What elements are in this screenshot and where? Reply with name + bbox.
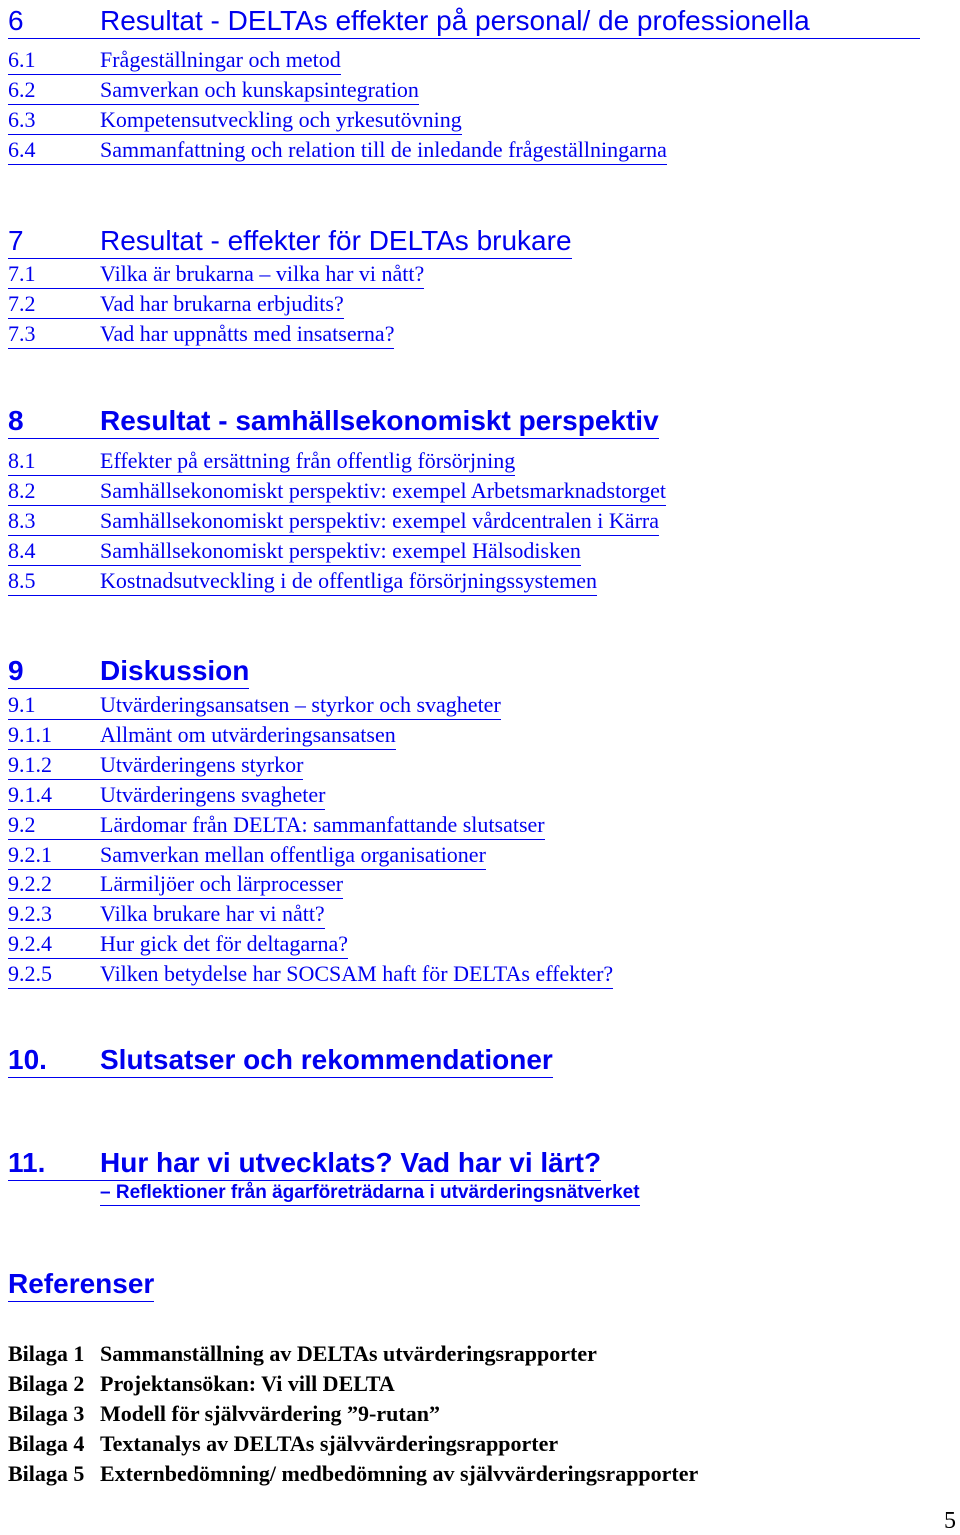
toc-title: Effekter på ersättning från offentlig försörjning xyxy=(100,448,516,473)
toc-number: 6 xyxy=(8,5,24,36)
appendix-item xyxy=(8,1460,940,1488)
toc-title: Vad har uppnåtts med insatserna? xyxy=(100,321,395,346)
appendix-item xyxy=(8,1400,940,1428)
toc-entry-8-4[interactable] xyxy=(8,537,940,566)
toc-title: Diskussion xyxy=(100,655,250,686)
toc-number: 8 xyxy=(8,405,24,436)
toc-title: Utvärderingens svagheter xyxy=(100,782,326,807)
toc-entry-11-note[interactable] xyxy=(100,1181,940,1206)
appendix-label: Bilaga 5 xyxy=(8,1461,85,1486)
toc-entry-6-3[interactable] xyxy=(8,106,940,135)
appendix-item xyxy=(8,1370,940,1398)
toc-entry-8-3[interactable] xyxy=(8,507,940,536)
toc-entry-9-1-1[interactable] xyxy=(8,721,940,750)
toc-title: Vilken betydelse har SOCSAM haft för DELTAs effekter? xyxy=(100,961,614,986)
toc-title: Kostnadsutveckling i de offentliga försörjningssystemen xyxy=(100,568,597,593)
toc-entry-6[interactable] xyxy=(8,4,920,39)
toc-number: 6.2 xyxy=(8,77,36,102)
toc-number: 6.4 xyxy=(8,137,36,162)
toc-entry-8-2[interactable] xyxy=(8,477,940,506)
toc-number: 7.1 xyxy=(8,261,36,286)
toc-title: Sammanfattning och relation till de inledande frågeställningarna xyxy=(100,137,667,162)
toc-number: 9.1.4 xyxy=(8,782,52,807)
toc-title: Resultat - effekter för DELTAs brukare xyxy=(100,225,572,256)
toc-number: 7.2 xyxy=(8,291,36,316)
toc-number: 9.2 xyxy=(8,812,36,837)
appendix-title: Modell för självvärdering ”9-rutan” xyxy=(100,1401,440,1426)
toc-entry-10[interactable] xyxy=(8,1043,940,1078)
toc-entry-9-1[interactable] xyxy=(8,691,940,720)
toc-number: 8.5 xyxy=(8,568,36,593)
toc-title: Utvärderingens styrkor xyxy=(100,752,304,777)
toc-entry-9[interactable] xyxy=(8,654,940,689)
toc-number: 9.2.2 xyxy=(8,871,52,896)
toc-entry-6-4[interactable] xyxy=(8,136,940,165)
toc-entry-6-2[interactable] xyxy=(8,76,940,105)
toc-number: 9.1.1 xyxy=(8,722,52,747)
toc-number: 8.1 xyxy=(8,448,36,473)
toc-number: 10. xyxy=(8,1044,47,1075)
toc-entry-8-5[interactable] xyxy=(8,567,940,596)
toc-number: 8.2 xyxy=(8,478,36,503)
toc-entry-7-2[interactable] xyxy=(8,290,940,319)
appendix-item xyxy=(8,1430,940,1458)
appendix-label: Bilaga 3 xyxy=(8,1401,85,1426)
toc-entry-7-3[interactable] xyxy=(8,320,940,349)
toc-title: Kompetensutveckling och yrkesutövning xyxy=(100,107,462,132)
toc-title: Hur har vi utvecklats? Vad har vi lärt? xyxy=(100,1147,602,1178)
toc-number: 9.2.3 xyxy=(8,901,52,926)
toc-note: – Reflektioner från ägarföreträdarna i utvärderingsnätverket xyxy=(100,1181,640,1206)
appendix-title: Textanalys av DELTAs självvärderingsrapporter xyxy=(100,1431,559,1456)
toc-entry-9-2-1[interactable] xyxy=(8,841,940,870)
appendix-label: Bilaga 4 xyxy=(8,1431,85,1456)
toc-number: 11. xyxy=(8,1147,46,1178)
toc-title: Resultat - samhällsekonomiskt perspektiv xyxy=(100,405,659,436)
toc-title: Slutsatser och rekommendationer xyxy=(100,1044,553,1075)
toc-number: 6.1 xyxy=(8,47,36,72)
toc-entry-9-1-2[interactable] xyxy=(8,751,940,780)
toc-entry-9-2[interactable] xyxy=(8,811,940,840)
toc-number: 7.3 xyxy=(8,321,36,346)
toc-title: Lärmiljöer och lärprocesser xyxy=(100,871,344,896)
toc-title: Vilka är brukarna – vilka har vi nått? xyxy=(100,261,425,286)
toc-title: Vilka brukare har vi nått? xyxy=(100,901,325,926)
toc-entry-9-1-4[interactable] xyxy=(8,781,940,810)
appendix-title: Externbedömning/ medbedömning av självvärderingsrapporter xyxy=(100,1461,699,1486)
toc-title: Samverkan mellan offentliga organisationer xyxy=(100,842,486,867)
toc-entry-references[interactable] xyxy=(8,1267,940,1302)
toc-title: Hur gick det för deltagarna? xyxy=(100,931,348,956)
toc-entry-6-1[interactable] xyxy=(8,46,940,75)
toc-number: 9.1.2 xyxy=(8,752,52,777)
toc-number: 9 xyxy=(8,655,24,686)
toc-entry-9-2-4[interactable] xyxy=(8,930,940,959)
appendix-title: Projektansökan: Vi vill DELTA xyxy=(100,1371,395,1396)
toc-title: Samhällsekonomiskt perspektiv: exempel vårdcentralen i Kärra xyxy=(100,508,659,533)
appendix-label: Bilaga 1 xyxy=(8,1341,85,1366)
toc-title: Referenser xyxy=(8,1267,154,1302)
page-number: 5 xyxy=(944,1508,956,1534)
toc-number: 8.3 xyxy=(8,508,36,533)
toc-entry-11[interactable] xyxy=(8,1146,940,1181)
toc-entry-9-2-2[interactable] xyxy=(8,870,940,899)
toc-entry-7[interactable] xyxy=(8,224,940,259)
toc-title: Resultat - DELTAs effekter på personal/ de professionella xyxy=(100,5,810,36)
toc-entry-9-2-5[interactable] xyxy=(8,960,940,989)
toc-title: Samhällsekonomiskt perspektiv: exempel Arbetsmarknadstorget xyxy=(100,478,666,503)
toc-title: Vad har brukarna erbjudits? xyxy=(100,291,344,316)
toc-title: Samverkan och kunskapsintegration xyxy=(100,77,419,102)
toc-entry-8[interactable] xyxy=(8,404,940,439)
toc-number: 9.2.4 xyxy=(8,931,52,956)
toc-number: 7 xyxy=(8,225,24,256)
toc-title: Frågeställningar och metod xyxy=(100,47,341,72)
appendix-item xyxy=(8,1340,940,1368)
toc-title: Allmänt om utvärderingsansatsen xyxy=(100,722,396,747)
appendix-title: Sammanställning av DELTAs utvärderingsrapporter xyxy=(100,1341,597,1366)
toc-number: 9.2.5 xyxy=(8,961,52,986)
toc-title: Lärdomar från DELTA: sammanfattande slutsatser xyxy=(100,812,545,837)
toc-title: Utvärderingsansatsen – styrkor och svagheter xyxy=(100,692,501,717)
toc-entry-7-1[interactable] xyxy=(8,260,940,289)
toc-title: Samhällsekonomiskt perspektiv: exempel Hälsodisken xyxy=(100,538,581,563)
toc-number: 8.4 xyxy=(8,538,36,563)
appendix-label: Bilaga 2 xyxy=(8,1371,85,1396)
toc-entry-8-1[interactable] xyxy=(8,447,940,476)
toc-entry-9-2-3[interactable] xyxy=(8,900,940,929)
toc-number: 9.1 xyxy=(8,692,36,717)
toc-number: 6.3 xyxy=(8,107,36,132)
toc-number: 9.2.1 xyxy=(8,842,52,867)
